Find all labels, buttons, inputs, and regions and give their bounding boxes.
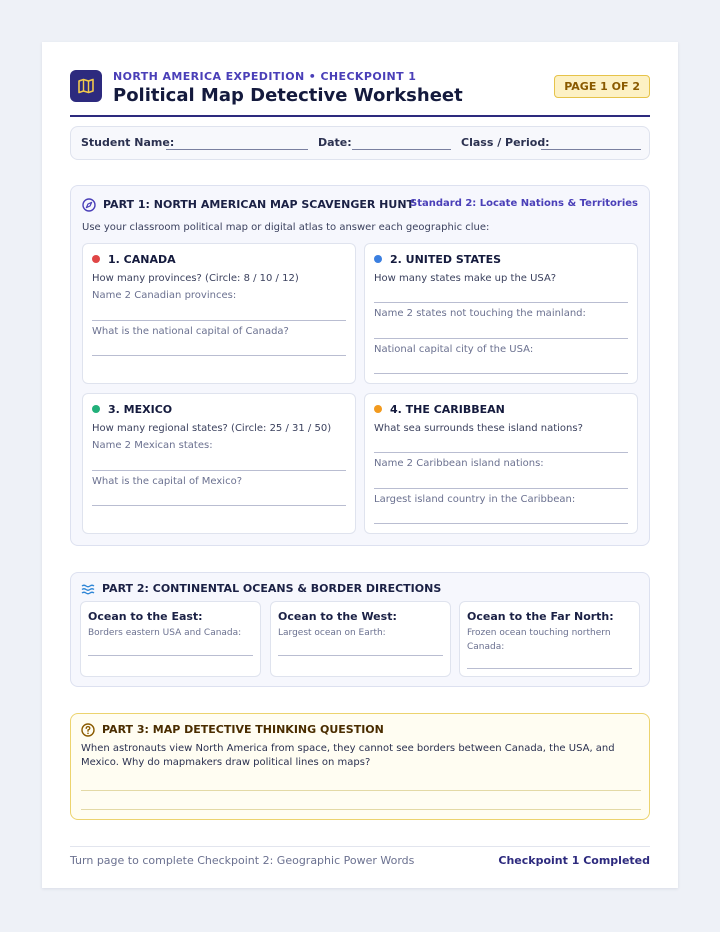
student-info-row [70,126,650,160]
worksheet-page [42,42,678,888]
ocean-card-west [270,601,451,677]
part3-section [70,713,650,820]
answer-line[interactable] [92,470,346,471]
page-number-badge: PAGE 1 OF 2 [554,75,650,98]
header-divider [70,115,650,117]
caribbean-color-dot [374,405,382,413]
waves-icon [81,582,95,596]
student-name-label: Student Name: [81,136,175,149]
part1-title: PART 1: NORTH AMERICAN MAP SCAVENGER HUNT [103,198,415,211]
question-card-united-states [364,243,638,384]
answer-line[interactable] [92,355,346,356]
answer-line[interactable] [374,523,628,524]
footer-divider [70,846,650,847]
card-title: 2. UNITED STATES [390,253,502,266]
answer-line[interactable] [88,655,253,656]
ocean-card-hint: Frozen ocean touching northern Canada: [467,628,611,652]
class-period-label: Class / Period: [461,136,550,149]
part1-section [70,185,650,546]
card-prompt: National capital city of the USA: [374,344,534,355]
answer-line[interactable] [374,338,628,339]
card-title: 1. CANADA [108,253,176,266]
answer-line[interactable] [467,668,632,669]
answer-line[interactable] [374,488,628,489]
part1-intro: Use your classroom political map or digital atlas to answer each geographic clue: [82,222,490,233]
answer-line[interactable] [278,655,443,656]
date-field[interactable] [352,149,451,150]
card-question: How many regional states? (Circle: 25 / 31 / 50) [92,423,332,434]
part2-title: PART 2: CONTINENTAL OCEANS & BORDER DIRECTIONS [102,582,442,595]
answer-line[interactable] [374,302,628,303]
answer-line[interactable] [374,373,628,374]
footer-instruction: Turn page to complete Checkpoint 2: Geographic Power Words [70,854,415,867]
card-question: What sea surrounds these island nations? [374,423,583,434]
answer-line[interactable] [81,790,641,791]
canada-color-dot [92,255,100,263]
card-prompt: Name 2 Canadian provinces: [92,290,237,301]
question-card-mexico [82,393,356,534]
mexico-color-dot [92,405,100,413]
student-name-field[interactable] [166,149,308,150]
answer-line[interactable] [81,809,641,810]
part2-section [70,572,650,687]
answer-line[interactable] [92,505,346,506]
card-title: 4. THE CARIBBEAN [390,403,505,416]
answer-line[interactable] [374,452,628,453]
ocean-card-title: Ocean to the East: [88,610,203,623]
ocean-card-east [80,601,261,677]
worksheet-header [70,70,650,116]
part3-title: PART 3: MAP DETECTIVE THINKING QUESTION [102,723,384,736]
card-question: How many states make up the USA? [374,273,557,284]
header-kicker: NORTH AMERICA EXPEDITION • CHECKPOINT 1 [113,70,417,83]
card-prompt: Name 2 states not touching the mainland: [374,308,586,319]
class-period-field[interactable] [541,149,641,150]
compass-icon [82,198,96,212]
card-title: 3. MEXICO [108,403,173,416]
question-card-caribbean [364,393,638,534]
ocean-card-hint: Largest ocean on Earth: [278,628,386,638]
map-icon [70,70,102,102]
ocean-card-title: Ocean to the Far North: [467,610,614,623]
ocean-card-far-north [459,601,640,677]
usa-color-dot [374,255,382,263]
question-circle-icon [81,723,95,737]
footer-status: Checkpoint 1 Completed [498,854,650,867]
answer-line[interactable] [92,320,346,321]
part1-standard: Standard 2: Locate Nations & Territories [410,198,638,209]
ocean-card-title: Ocean to the West: [278,610,397,623]
card-prompt: What is the national capital of Canada? [92,326,289,337]
card-prompt: Largest island country in the Caribbean: [374,494,576,505]
date-label: Date: [318,136,352,149]
card-prompt: Name 2 Caribbean island nations: [374,458,544,469]
question-card-canada [82,243,356,384]
ocean-card-hint: Borders eastern USA and Canada: [88,628,242,638]
page-title: Political Map Detective Worksheet [113,85,463,106]
part3-question: When astronauts view North America from space, they cannot see borders between Canada, the USA, and Mexico. Why do mapmakers draw political lines on maps? [81,743,615,768]
card-question: How many provinces? (Circle: 8 / 10 / 12) [92,273,299,284]
card-prompt: Name 2 Mexican states: [92,440,213,451]
card-prompt: What is the capital of Mexico? [92,476,243,487]
